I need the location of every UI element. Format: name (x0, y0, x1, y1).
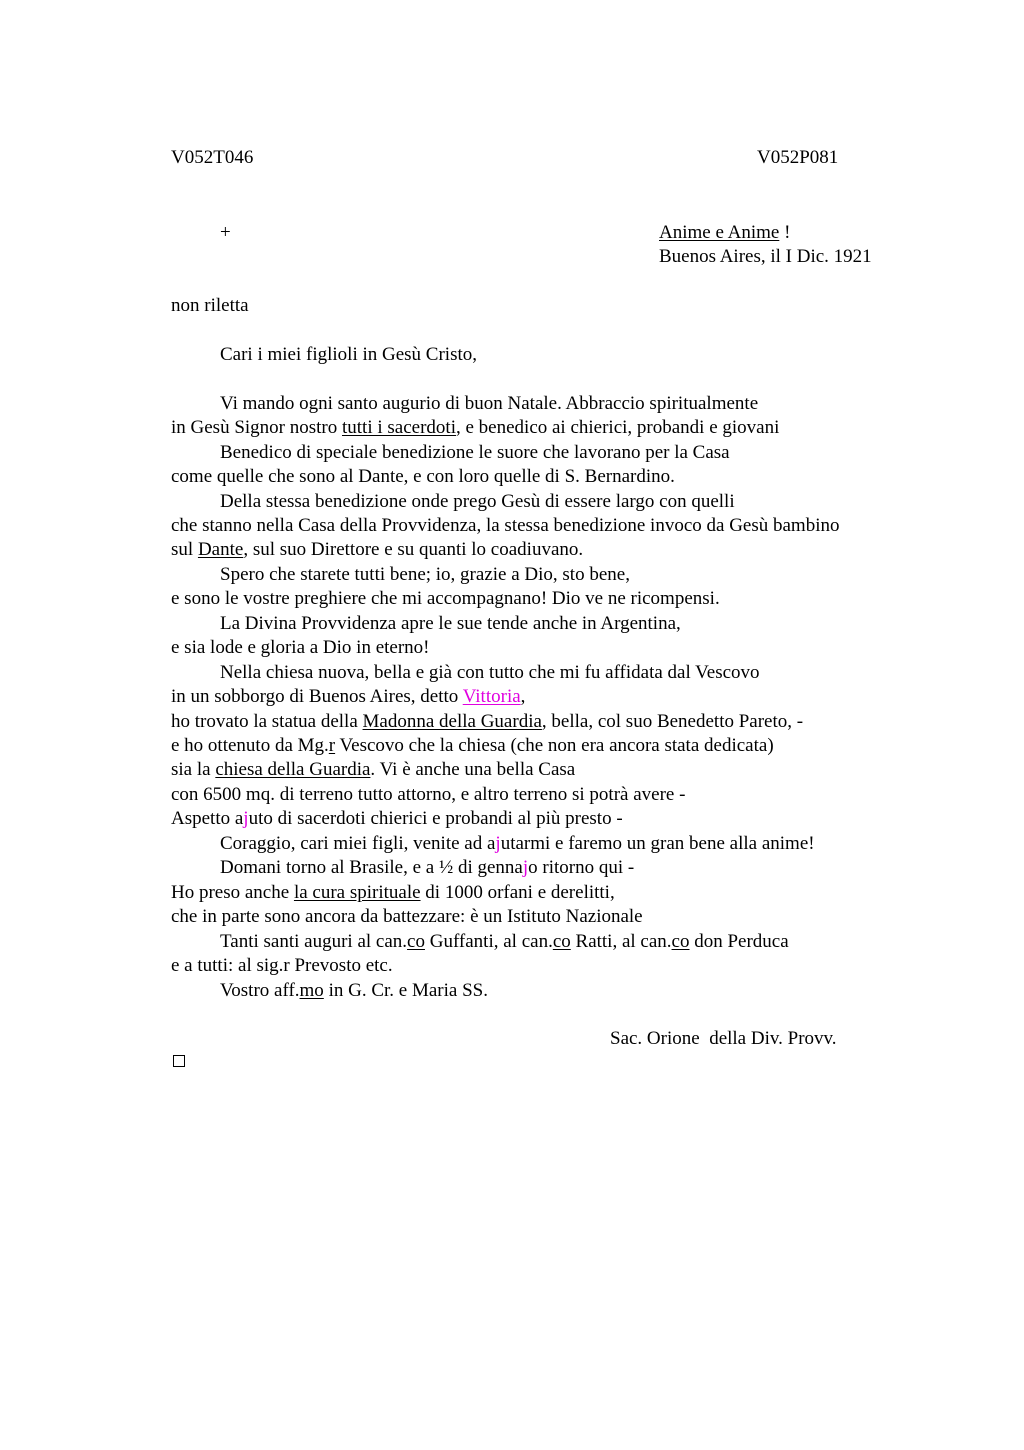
motto-tail: ! (779, 222, 791, 243)
body-line: Aspetto ajuto di sacerdoti chierici e probandi al più presto - (171, 808, 623, 829)
body-line: Vostro aff.mo in G. Cr. e Maria SS. (220, 980, 488, 1001)
salutation: Cari i miei figlioli in Gesù Cristo, (220, 344, 478, 365)
cross-mark: + (220, 222, 231, 243)
place-date: Buenos Aires, il I Dic. 1921 (659, 246, 872, 267)
body-line: Benedico di speciale benedizione le suore che lavorano per la Casa (220, 442, 730, 463)
body-line: Domani torno al Brasile, e a ½ di gennajo ritorno qui - (220, 857, 635, 878)
highlighted-letter: j (495, 833, 501, 854)
body-line: in un sobborgo di Buenos Aires, detto Vittoria, (171, 686, 526, 707)
highlighted-letter: j (522, 857, 529, 878)
note-not-reread: non riletta (171, 295, 249, 316)
checkbox-square-icon (173, 1055, 185, 1067)
body-line: La Divina Provvidenza apre le sue tende anche in Argentina, (220, 613, 681, 634)
motto (659, 221, 790, 245)
highlighted-letter: j (243, 808, 249, 829)
body-line: che stanno nella Casa della Provvidenza, la stessa benedizione invoco da Gesù bambino (171, 515, 840, 536)
body-line: e sono le vostre preghiere che mi accompagnano! Dio ve ne ricompensi. (171, 588, 720, 609)
signature: Sac. Orione della Div. Provv. (610, 1028, 837, 1049)
body-line: Della stessa benedizione onde prego Gesù di essere largo con quelli (220, 491, 735, 512)
body-line: e a tutti: al sig.r Prevosto etc. (171, 955, 393, 976)
body-line: che in parte sono ancora da battezzare: è un Istituto Nazionale (171, 906, 643, 927)
highlighted-word: Vittoria (462, 686, 521, 707)
body-line: e sia lode e gloria a Dio in eterno! (171, 637, 430, 658)
body-line: Nella chiesa nuova, bella e già con tutto che mi fu affidata dal Vescovo (220, 662, 760, 683)
motto-underlined: Anime e Anime (659, 222, 780, 243)
body-line: in Gesù Signor nostro tutti i sacerdoti, e benedico ai chierici, probandi e giovani (171, 417, 780, 438)
body-line: Tanti santi auguri al can.co Guffanti, al can.co Ratti, al can.co don Perduca (220, 931, 789, 952)
body-line: Vi mando ogni santo augurio di buon Natale. Abbraccio spiritualmente (220, 393, 759, 414)
body-line: ho trovato la statua della Madonna della Guardia, bella, col suo Benedetto Pareto, - (171, 711, 804, 732)
body-line: con 6500 mq. di terreno tutto attorno, e altro terreno si potrà avere - (171, 784, 686, 805)
body-line: Spero che starete tutti bene; io, grazie a Dio, sto bene, (220, 564, 630, 585)
body-line: sia la chiesa della Guardia. Vi è anche una bella Casa (171, 759, 576, 780)
body-line: e ho ottenuto da Mg.r Vescovo che la chiesa (che non era ancora stata dedicata) (171, 735, 774, 756)
body-line: sul Dante, sul suo Direttore e su quanti lo coadiuvano. (171, 539, 584, 560)
document-code-left: V052T046 (171, 147, 254, 168)
body-line: come quelle che sono al Dante, e con loro quelle di S. Bernardino. (171, 466, 675, 487)
document-code-right: V052P081 (757, 147, 839, 168)
body-line: Ho preso anche la cura spirituale di 1000 orfani e derelitti, (171, 882, 615, 903)
body-line: Coraggio, cari miei figli, venite ad ajutarmi e faremo un gran bene alla anime! (220, 833, 815, 854)
